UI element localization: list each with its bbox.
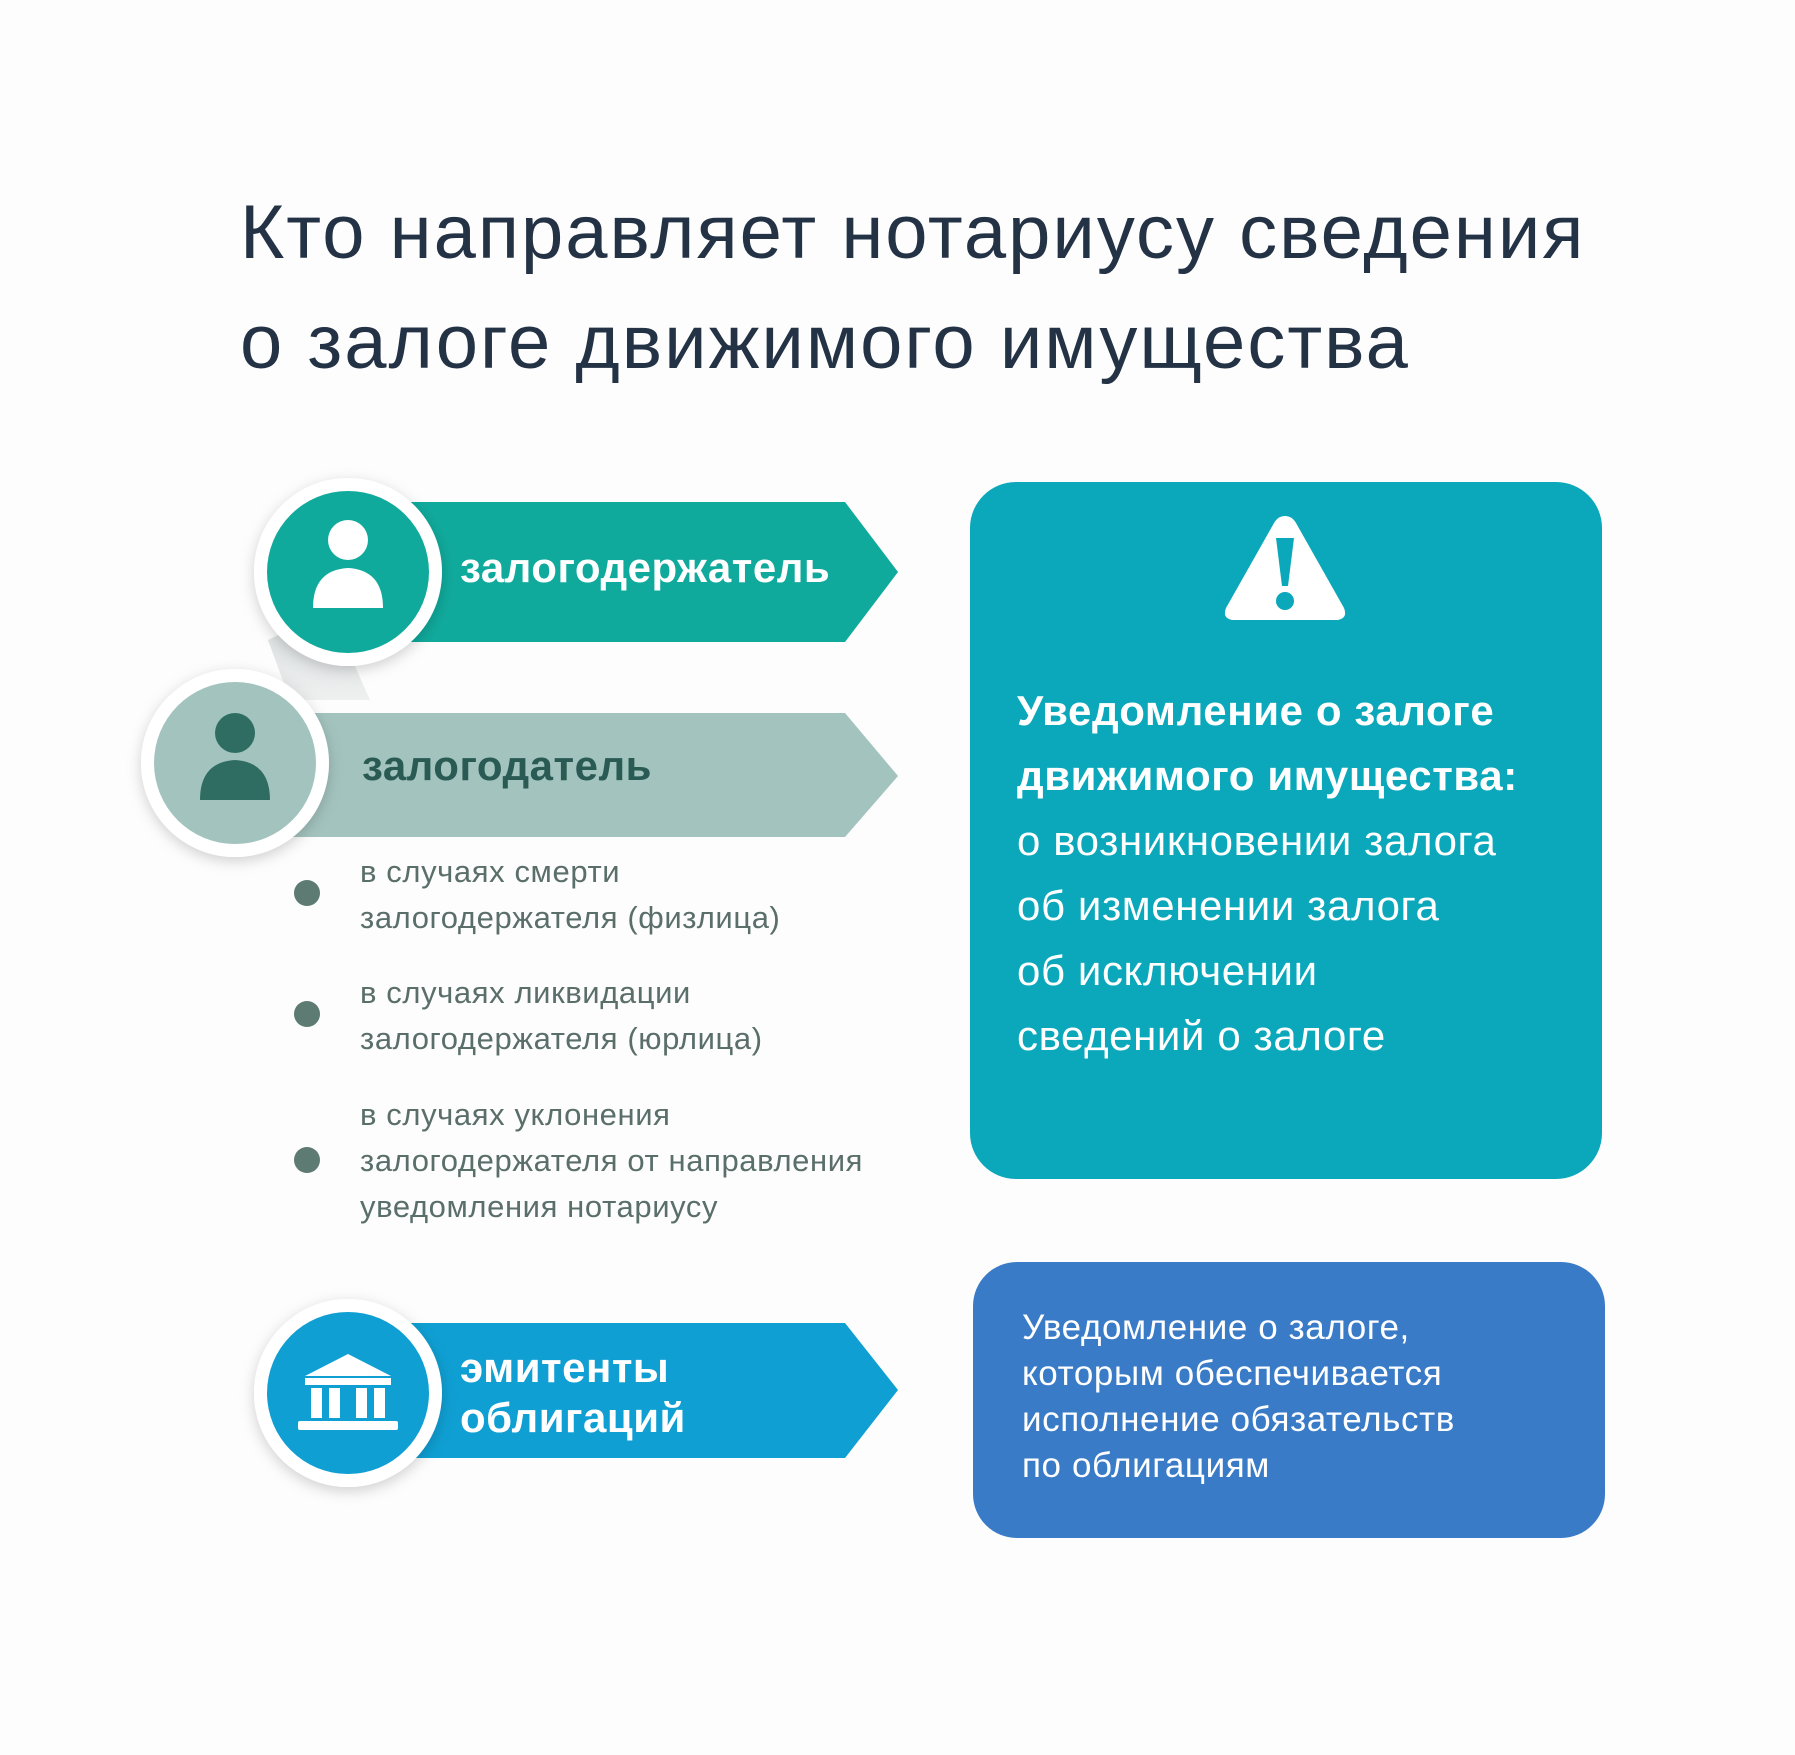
title-line-2: о залоге движимого имущества <box>240 300 1410 385</box>
notice-bonds-line: Уведомление о залоге, <box>1022 1308 1410 1347</box>
condition-line: уведомления нотариусу <box>360 1189 719 1224</box>
condition-item <box>360 1092 863 1230</box>
condition-line: залогодержателя (физлица) <box>360 900 781 935</box>
bullet-dot <box>294 880 320 906</box>
notice-main-text <box>1017 678 1597 1068</box>
notice-item: о возникновении залога <box>1017 817 1497 864</box>
notice-bonds-line: исполнение обязательств <box>1022 1400 1455 1439</box>
warning-icon <box>1220 508 1350 626</box>
condition-line: в случаях смерти <box>360 854 621 889</box>
circle-emitenty <box>254 1299 442 1487</box>
notice-heading-line: Уведомление о залоге <box>1017 687 1495 734</box>
sender-label-zalogodatel: залогодатель <box>362 742 652 789</box>
notice-item: сведений о залоге <box>1017 1012 1386 1059</box>
condition-item <box>360 970 763 1062</box>
notice-item: об изменении залога <box>1017 882 1440 929</box>
notice-bonds-line: которым обеспечивается <box>1022 1354 1443 1393</box>
condition-item <box>360 849 780 941</box>
bullet-dot <box>294 1147 320 1173</box>
title-line-1: Кто направляет нотариусу сведения <box>240 190 1586 275</box>
condition-line: в случаях ликвидации <box>360 975 691 1010</box>
condition-line: в случаях уклонения <box>360 1097 671 1132</box>
condition-line: залогодержателя (юрлица) <box>360 1021 763 1056</box>
notice-bonds-text <box>1022 1305 1455 1489</box>
bullet-dot <box>294 1001 320 1027</box>
notice-bonds-line: по облигациям <box>1022 1446 1270 1485</box>
sender-label-line: облигаций <box>460 1394 686 1441</box>
sender-label-line: эмитенты <box>460 1344 670 1391</box>
notice-item: об исключении <box>1017 947 1318 994</box>
condition-line: залогодержателя от направления <box>360 1143 864 1178</box>
notice-heading-line: движимого имущества: <box>1017 752 1518 799</box>
sender-label-emitenty <box>460 1343 686 1443</box>
sender-label-zalogoderzhatel: залогодержатель <box>460 544 831 591</box>
